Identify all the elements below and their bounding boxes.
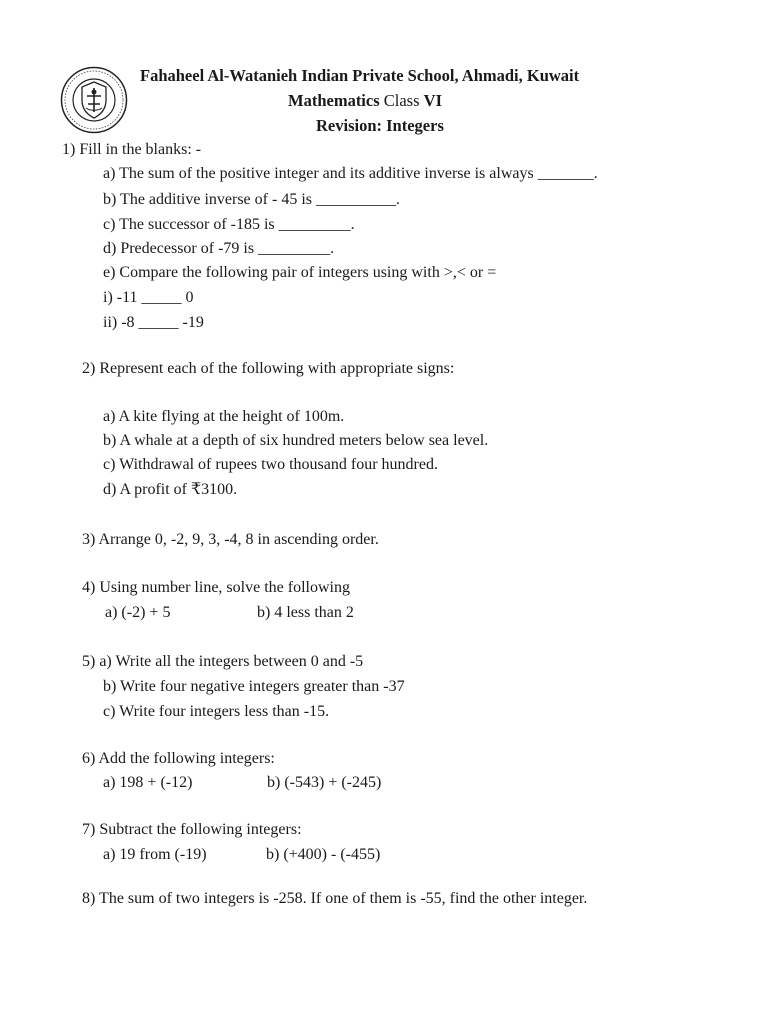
q2-item-c: c) Withdrawal of rupees two thousand four hundred. <box>103 456 438 473</box>
subject-class <box>288 91 442 111</box>
q4-heading: 4) Using number line, solve the following <box>82 579 350 596</box>
q7-item-b: b) (+400) - (-455) <box>266 846 381 863</box>
q2-item-a: a) A kite flying at the height of 100m. <box>103 408 345 425</box>
school-name: Fahaheel Al-Watanieh Indian Private School, Ahmadi, Kuwait <box>140 66 580 85</box>
q2-item-d: d) A profit of ₹3100. <box>103 481 238 498</box>
q1-item-e: e) Compare the following pair of integers using with >,< or = <box>103 264 497 281</box>
q1-item-ii: ii) -8 _____ -19 <box>103 314 204 331</box>
q6-item-a: a) 198 + (-12) <box>103 774 193 791</box>
q5-item-a: 5) a) Write all the integers between 0 and -5 <box>82 653 364 670</box>
q1-item-d: d) Predecessor of -79 is _________. <box>103 240 335 257</box>
q1-item-i: i) -11 _____ 0 <box>103 289 194 306</box>
q8-heading: 8) The sum of two integers is -258. If one of them is -55, find the other integer. <box>82 890 588 907</box>
q7-heading: 7) Subtract the following integers: <box>82 821 302 838</box>
q3-heading: 3) Arrange 0, -2, 9, 3, -4, 8 in ascending order. <box>82 531 379 548</box>
q2-item-b: b) A whale at a depth of six hundred meters below sea level. <box>103 432 489 449</box>
q5-item-b: b) Write four negative integers greater than -37 <box>103 678 405 695</box>
class-number: VI <box>423 91 442 110</box>
q2-heading: 2) Represent each of the following with appropriate signs: <box>82 360 455 377</box>
q6-heading: 6) Add the following integers: <box>82 750 275 767</box>
q7-item-a: a) 19 from (-19) <box>103 846 207 863</box>
q1-item-b: b) The additive inverse of - 45 is __________. <box>103 191 400 208</box>
school-logo <box>60 66 128 134</box>
subject-label: Mathematics <box>288 91 380 110</box>
q1-item-c: c) The successor of -185 is _________. <box>103 216 355 233</box>
class-word: Class <box>383 91 420 110</box>
q1-heading: 1) Fill in the blanks: - <box>62 141 202 158</box>
q1-item-a: a) The sum of the positive integer and its additive inverse is always _______. <box>103 165 598 182</box>
q6-item-b: b) (-543) + (-245) <box>267 774 382 791</box>
page-title: Revision: Integers <box>316 116 444 135</box>
q4-item-a: a) (-2) + 5 <box>105 604 171 621</box>
q4-item-b: b) 4 less than 2 <box>257 604 354 621</box>
q5-item-c: c) Write four integers less than -15. <box>103 703 330 720</box>
